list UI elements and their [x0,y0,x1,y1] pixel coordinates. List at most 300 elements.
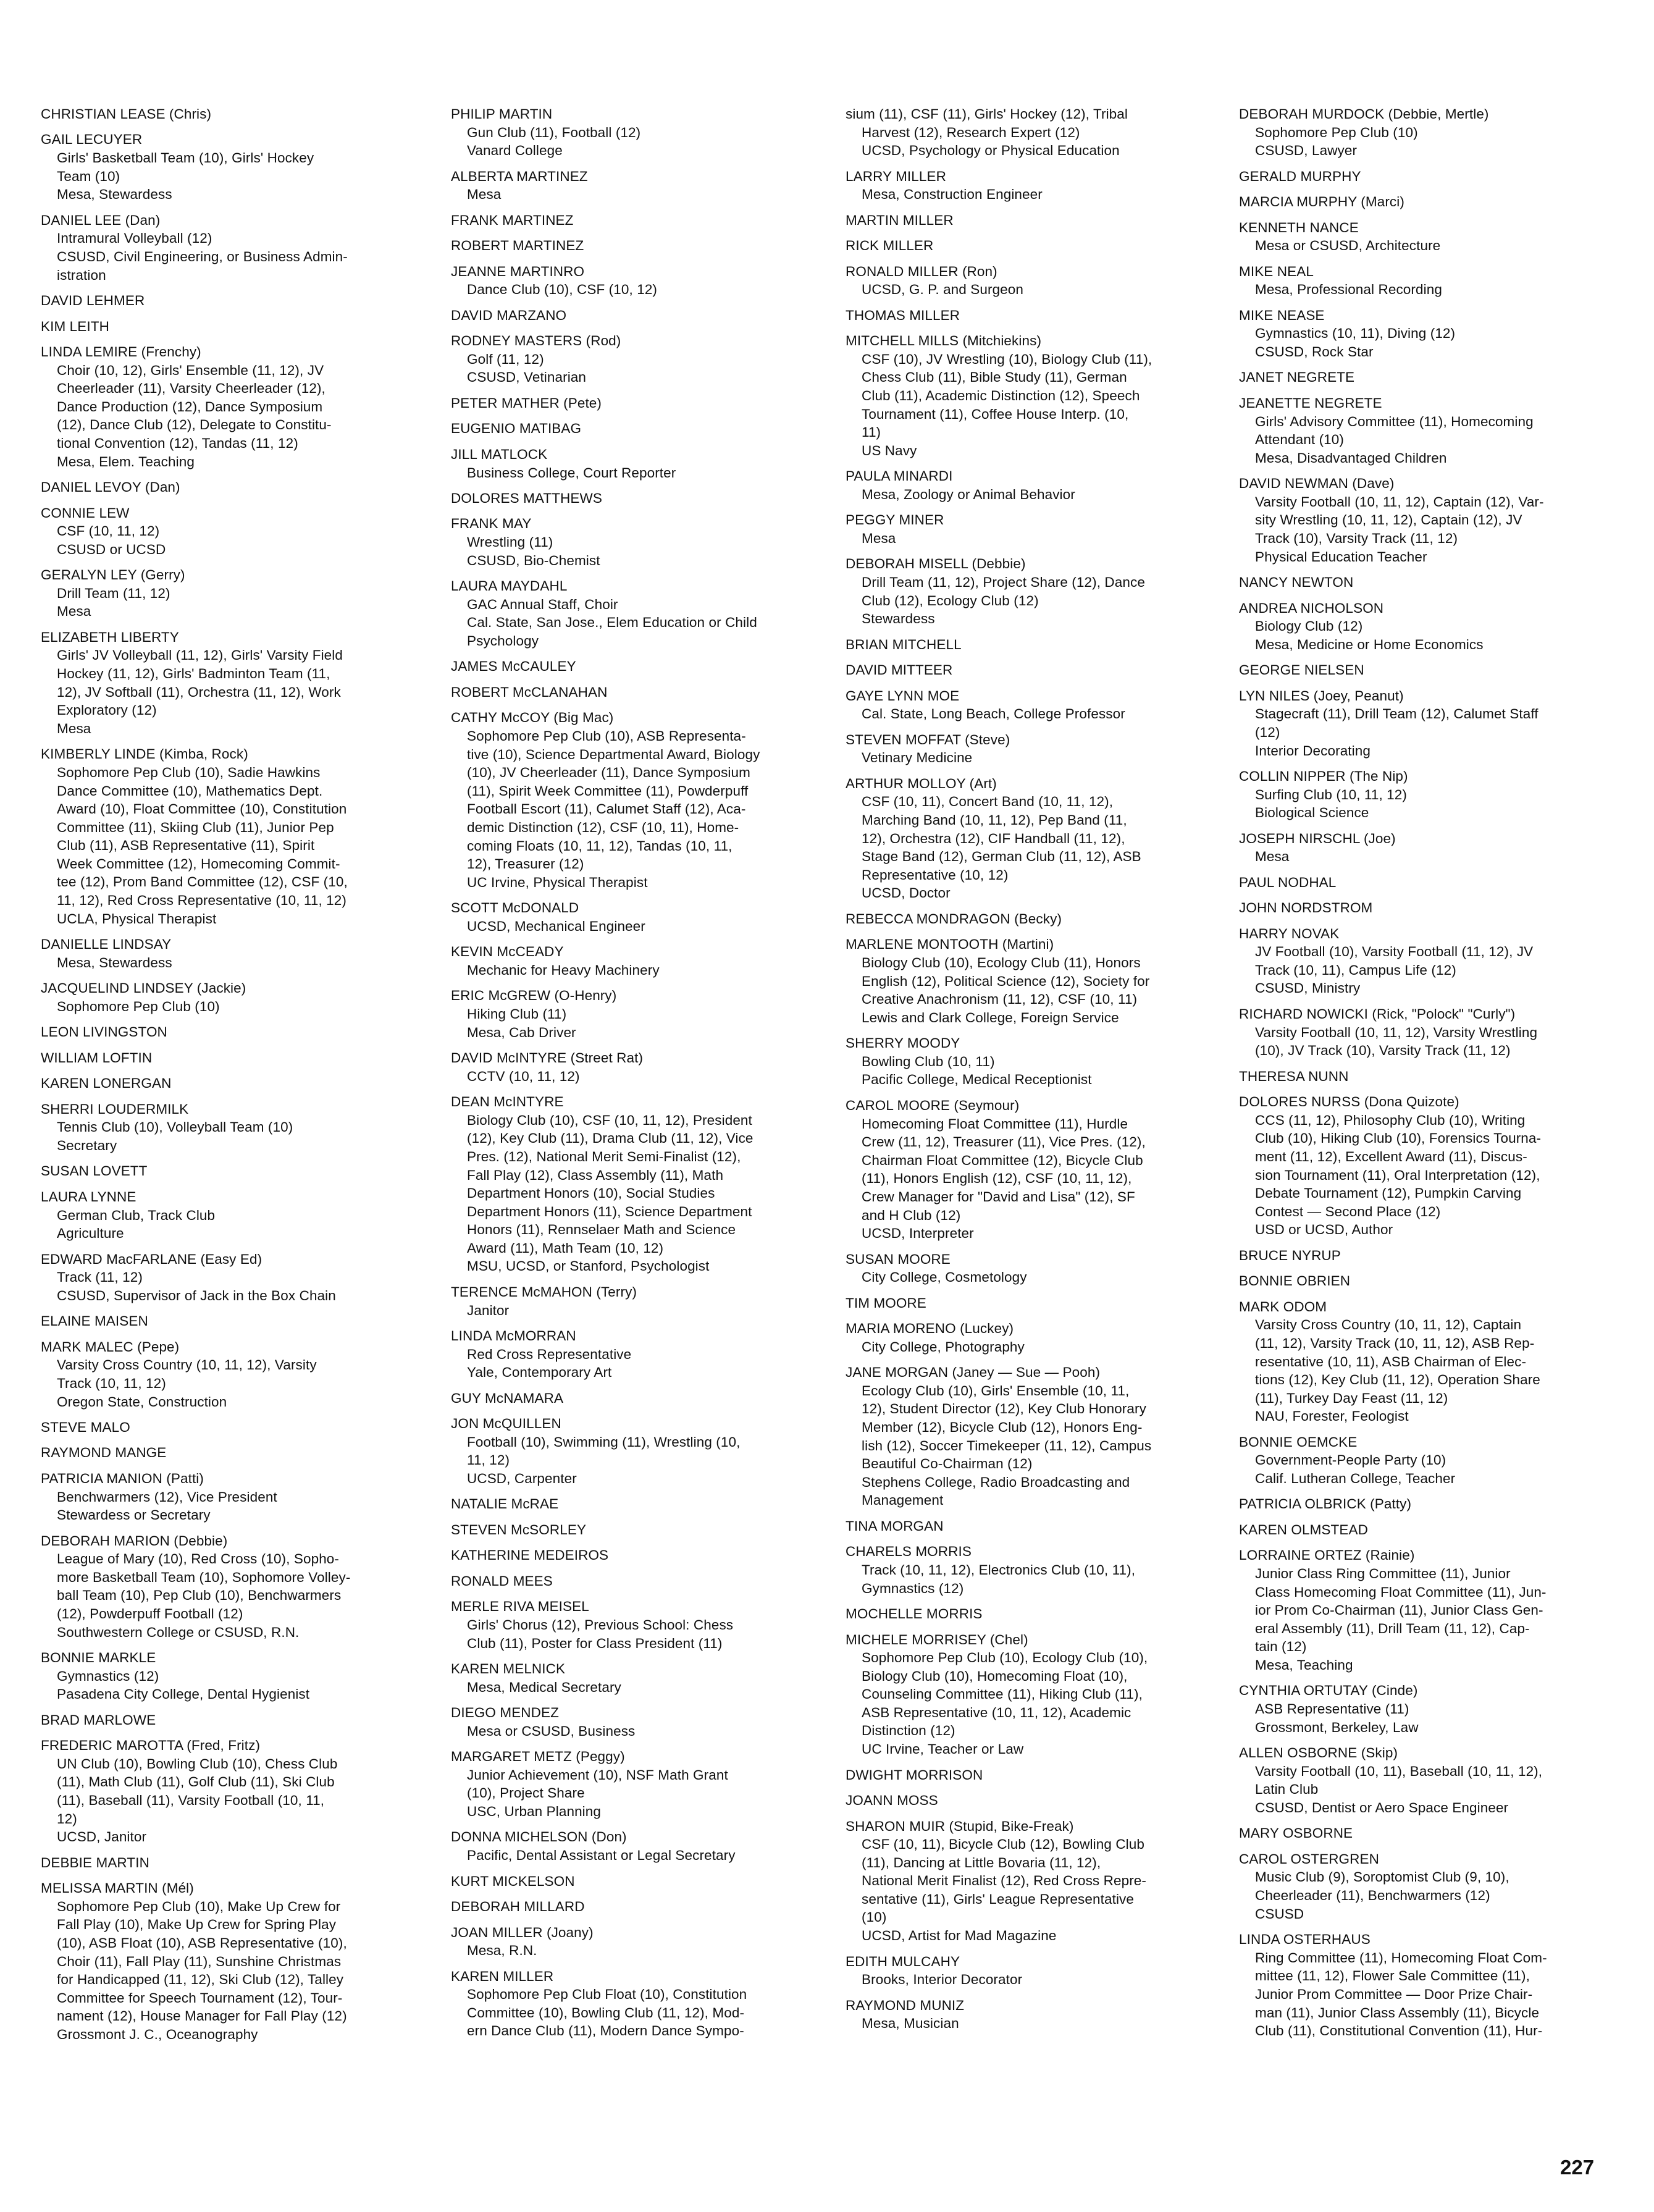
activity-line: CSUSD [1255,1906,1304,1922]
activity-line: Brooks, Interior Decorator [862,1972,1023,1988]
senior-entry [1239,105,1619,160]
activity-line: JV Football (10), Varsity Football (11, 12), JV [1255,944,1534,960]
activity-line: Wrestling (11) [467,534,553,550]
senior-entry [41,1649,421,1704]
activity-line: Varsity Football (10, 11), Baseball (10, 11, 12), [1255,1763,1543,1779]
senior-entry [451,1415,831,1487]
senior-entry [846,511,1225,547]
senior-activities [846,486,1225,504]
activity-line: Junior Prom Committee — Door Prize Chair- [1255,1986,1533,2002]
senior-activities [846,350,1225,460]
senior-entry [846,1791,1225,1810]
senior-name: SUSAN MOORE [846,1251,951,1267]
senior-activities [41,1550,421,1641]
senior-directory-column-2 [451,105,831,2048]
activity-line: Track (10, 11), Campus Life (12) [1255,962,1456,978]
senior-entry [41,1023,421,1041]
senior-name: LEON LIVINGSTON [41,1024,167,1040]
senior-entry [41,1854,421,1872]
activity-line: Music Club (9), Soroptomist Club (9, 10), [1255,1869,1509,1885]
senior-entry [451,1546,831,1565]
senior-name: ROBERT MARTINEZ [451,238,584,254]
senior-activities [846,2014,1225,2033]
senior-entry [451,211,831,230]
senior-entry [451,306,831,325]
activity-line: Mesa, Cab Driver [467,1024,576,1040]
activity-line: Hiking Club (11) [467,1006,567,1022]
senior-name: JANET NEGRETE [1239,369,1355,385]
senior-entry [41,1470,421,1524]
senior-name: KURT MICKELSON [451,1873,575,1889]
senior-name: PATRICIA OLBRICK (Patty) [1239,1496,1412,1512]
activity-line: Mesa, Medicine or Home Economics [1255,636,1484,652]
activity-line: Club (11), Poster for Class President (11) [467,1635,723,1651]
activity-line: Pacific College, Medical Receptionist [862,1072,1092,1088]
activity-line: Government-People Party (10) [1255,1452,1446,1468]
senior-name: MELISSA MARTIN (Mél) [41,1880,194,1896]
activity-line: UCSD, Doctor [862,885,951,901]
activity-line: Representative (10, 12) [862,867,1009,883]
senior-name: sium (11), CSF (11), Girls' Hockey (12), Tribal [846,106,1128,122]
activity-line: Mesa or CSUSD, Architecture [1255,238,1441,254]
senior-activities [846,1835,1225,1945]
activity-line: CSUSD, Dentist or Aero Space Engineer [1255,1799,1509,1815]
senior-name: KIMBERLY LINDE (Kimba, Rock) [41,746,248,762]
activity-line: Marching Band (10, 11, 12), Pep Band (11, [862,812,1127,828]
senior-entry [1239,1850,1619,1923]
activity-line: Week Committee (12), Homecoming Commit- [57,856,340,872]
activity-line: CSUSD, Vetinarian [467,369,587,385]
senior-entry [41,1100,421,1155]
activity-line: Mesa [862,531,896,546]
activity-line: Vanard College [467,143,563,159]
activity-line: sity Wrestling (10, 11, 12), Captain (12), JV [1255,512,1522,528]
page-number: 227 [1560,2156,1595,2179]
senior-name: MARIA MORENO (Luckey) [846,1321,1014,1337]
senior-name: GAIL LECUYER [41,132,143,148]
senior-entry [846,636,1225,654]
senior-entry [1239,1744,1619,1817]
senior-entry [1239,1067,1619,1086]
senior-name: DAVID MITTEER [846,662,953,678]
senior-entry [846,1250,1225,1287]
activity-line: 12), Orchestra (12), CIF Handball (11, 12), [862,830,1125,846]
senior-entry [41,1074,421,1093]
senior-entry [41,318,421,336]
activity-line: USC, Urban Planning [467,1804,602,1819]
activity-line: Mesa, Musician [862,2016,959,2032]
senior-activities [451,464,831,482]
activity-line: man (11), Junior Class Assembly (11), Bicycle [1255,2004,1540,2021]
activity-line: USD or UCSD, Author [1255,1222,1393,1238]
activity-line: NAU, Forester, Feologist [1255,1408,1409,1424]
activity-line: Club (12), Ecology Club (12) [862,592,1039,608]
senior-name: NANCY NEWTON [1239,574,1354,591]
senior-name: KATHERINE MEDEIROS [451,1547,609,1563]
senior-entry [1239,661,1619,679]
activity-line: tional Convention (12), Tandas (11, 12) [57,435,298,451]
activity-line: (10), Project Share [467,1785,585,1801]
activity-line: Tournament (11), Coffee House Interp. (10, [862,406,1129,422]
senior-entry [1239,767,1619,822]
senior-entry [1239,1546,1619,1674]
activity-line: Track (11, 12) [57,1269,143,1285]
senior-name: DOLORES MATTHEWS [451,490,602,506]
activity-line: 12), JV Softball (11), Orchestra (11, 12), Work [57,684,341,700]
senior-name: NATALIE McRAE [451,1496,559,1512]
activity-line: Mesa, Teaching [1255,1657,1353,1673]
senior-entry [1239,368,1619,387]
senior-name: LINDA LEMIRE (Frenchy) [41,343,201,360]
senior-name: CONNIE LEW [41,505,130,521]
senior-name: LORRAINE ORTEZ (Rainie) [1239,1547,1415,1563]
senior-entry [846,1817,1225,1945]
senior-entry [1239,1495,1619,1513]
senior-name: MARTIN MILLER [846,212,954,228]
activity-line: Mesa, Zoology or Animal Behavior [862,486,1075,502]
activity-line: Vetinary Medicine [862,750,973,766]
activity-line: eral Assembly (11), Drill Team (11, 12), Cap- [1255,1620,1530,1636]
senior-activities [1239,617,1619,654]
senior-name: PEGGY MINER [846,512,944,528]
activity-line: Cal. State, San Jose., Elem Education or Child [467,615,757,631]
activity-line: US Navy [862,442,917,458]
activity-line: Mesa, Medical Secretary [467,1679,621,1695]
activity-line: ball Team (10), Pep Club (10), Benchwarmers [57,1588,342,1604]
senior-name: KAREN LONERGAN [41,1075,172,1091]
senior-entry [451,943,831,979]
activity-line: Attendant (10) [1255,432,1344,448]
activity-line: sentative (11), Girls' League Representative [862,1891,1135,1907]
senior-name: COLLIN NIPPER (The Nip) [1239,768,1408,784]
senior-activities [41,229,421,284]
activity-line: GAC Annual Staff, Choir [467,596,618,612]
senior-entry [41,1736,421,1846]
senior-entry [1239,899,1619,917]
activity-line: Yale, Contemporary Art [467,1365,612,1381]
senior-activities [1239,493,1619,566]
senior-entry [1239,1521,1619,1539]
senior-activities [451,1067,831,1086]
senior-name: LAURA LYNNE [41,1188,136,1205]
activity-line: Cal. State, Long Beach, College Professor [862,706,1125,722]
senior-activities [846,1382,1225,1510]
activity-line: ern Dance Club (11), Modern Dance Sympo- [467,2023,744,2039]
senior-name: CHRISTIAN LEASE (Chris) [41,106,212,122]
activity-line: Grossmont J. C., Oceanography [57,2026,258,2042]
senior-activities [41,1206,421,1243]
senior-name: MARK MALEC (Pepe) [41,1339,180,1355]
activity-line: ment (11, 12), Excellent Award (11), Discus- [1255,1148,1527,1164]
activity-line: Girls' Advisory Committee (11), Homecoming [1255,413,1534,429]
senior-name: SCOTT McDONALD [451,900,579,916]
activity-line: Football (10), Swimming (11), Wrestling (10, [467,1434,741,1450]
senior-name: MITCHELL MILLS (Mitchiekins) [846,333,1042,349]
senior-name: CAROL MOORE (Seymour) [846,1097,1020,1113]
senior-entry [846,1319,1225,1356]
activity-line: Red Cross Representative [467,1346,632,1362]
senior-activities [451,1722,831,1741]
activity-line: (12), Key Club (11), Drama Club (11, 12), Vice [467,1130,754,1146]
activity-line: Stewardess [862,611,935,627]
senior-name: JACQUELIND LINDSEY (Jackie) [41,980,246,996]
senior-entry [451,1049,831,1085]
activity-line: 12), Student Director (12), Key Club Honorary [862,1401,1146,1417]
senior-activities [846,954,1225,1027]
activity-line: UN Club (10), Bowling Club (10), Chess Club [57,1756,338,1772]
senior-name: MIKE NEASE [1239,307,1325,323]
activity-line: Crew (11, 12), Treasurer (11), Vice Pres. (12), [862,1134,1146,1150]
activity-line: Debate Tournament (12), Pumpkin Carving [1255,1185,1522,1201]
activity-line: UC Irvine, Physical Therapist [467,874,648,890]
senior-entry [1239,306,1619,361]
activity-line: Gymnastics (10, 11), Diving (12) [1255,326,1456,342]
senior-entry [41,1312,421,1331]
senior-entry [1239,1093,1619,1239]
senior-name: JOSEPH NIRSCHL (Joe) [1239,830,1396,846]
activity-line: Biology Club (10), Homecoming Float (10), [862,1668,1128,1684]
activity-line: Track (10, 11, 12), Electronics Club (10, 11), [862,1562,1136,1578]
senior-name: MOCHELLE MORRIS [846,1606,983,1622]
senior-entry [41,130,421,203]
senior-activities [1239,1868,1619,1923]
senior-entry [846,105,1225,160]
activity-line: Mesa [57,720,91,736]
senior-activities [846,1561,1225,1597]
activity-line: Mesa [57,603,91,620]
senior-activities [1239,1111,1619,1239]
senior-entry [451,1389,831,1408]
activity-line: Stagecraft (11), Drill Team (12), Calumet Staff [1255,706,1539,722]
senior-name: KAREN MILLER [451,1968,554,1984]
activity-line: tee (12), Prom Band Committee (12), CSF (10, [57,874,348,890]
senior-activities [451,1005,831,1041]
senior-entry [41,979,421,1016]
senior-entry [846,237,1225,255]
activity-line: Dance Club (10), CSF (10, 12) [467,282,658,298]
senior-entry [41,1444,421,1462]
senior-name: PHILIP MARTIN [451,106,553,122]
senior-entry [41,343,421,471]
senior-name: JEANETTE NEGRETE [1239,395,1382,411]
activity-line: coming Floats (10, 11, 12), Tandas (10, 11, [467,838,733,854]
activity-line: istration [57,267,106,283]
senior-name: ELAINE MAISEN [41,1313,148,1329]
senior-entry [846,467,1225,503]
activity-line: 12) [57,1810,77,1827]
activity-line: Grossmont, Berkeley, Law [1255,1719,1419,1735]
activity-line: Committee (10), Bowling Club (11, 12), Mod- [467,2004,745,2021]
senior-entry [41,1879,421,2043]
activity-line: Honors (11), Rennselaer Math and Science [467,1222,736,1238]
senior-entry [1239,394,1619,467]
senior-entry [451,1747,831,1820]
senior-name: LINDA OSTERHAUS [1239,1932,1371,1948]
senior-name: DOLORES NURSS (Dona Quizote) [1239,1094,1459,1110]
senior-name: CYNTHIA ORTUTAY (Cinde) [1239,1683,1418,1699]
activity-line: (11, 12), Varsity Track (10, 11, 12), ASB Rep- [1255,1335,1535,1351]
senior-entry [41,1250,421,1305]
senior-activities [41,954,421,972]
senior-activities [451,595,831,650]
activity-line: Agriculture [57,1226,124,1242]
activity-line: resentative (10, 11), ASB Chairman of Elec- [1255,1353,1527,1369]
activity-line: 11, 12) [467,1452,510,1468]
senior-name: TIM MOORE [846,1295,926,1311]
senior-activities [846,573,1225,628]
senior-activities [451,1766,831,1821]
senior-entry [846,263,1225,299]
activity-line: demic Distinction (12), CSF (10, 11), Home- [467,819,739,835]
activity-line: Girls' Basketball Team (10), Girls' Hockey [57,150,314,166]
activity-line: City College, Photography [862,1339,1025,1355]
activity-line: Class Homecoming Float Committee (11), Jun- [1255,1584,1547,1600]
senior-name: GUY McNAMARA [451,1390,564,1406]
senior-entry [1239,193,1619,211]
activity-line: Mesa, Elem. Teaching [57,453,195,469]
senior-entry [451,1495,831,1513]
senior-name: RICK MILLER [846,238,934,254]
senior-entry [41,1338,421,1411]
activity-line: CSUSD, Lawyer [1255,143,1358,159]
activity-line: CSUSD, Supervisor of Jack in the Box Chain [57,1287,336,1303]
senior-activities [41,998,421,1016]
activity-line: Harvest (12), Research Expert (12) [862,124,1080,140]
activity-line: Biology Club (10), CSF (10, 11, 12), President [467,1112,752,1128]
activity-line: Drill Team (11, 12) [57,585,170,601]
activity-line: Track (10, 11, 12) [57,1375,166,1391]
activity-line: Mesa, Construction Engineer [862,187,1043,203]
senior-entry [1239,1298,1619,1426]
senior-entry [846,306,1225,325]
senior-name: KIM LEITH [41,318,109,334]
activity-line: (11), Honors English (12), CSF (10, 11, 12), [862,1171,1132,1187]
senior-entry [1239,925,1619,998]
senior-entry [451,515,831,570]
activity-line: Golf (11, 12) [467,351,544,367]
senior-entry [451,419,831,438]
senior-name: MARK ODOM [1239,1298,1327,1314]
senior-activities [451,350,831,387]
activity-line: Department Honors (11), Science Department [467,1203,752,1219]
senior-entry [846,1034,1225,1089]
senior-activities [846,529,1225,548]
senior-name: JEANNE MARTINRO [451,263,585,279]
senior-entry [451,1898,831,1916]
senior-name: KEVIN McCEADY [451,944,564,960]
activity-line: Varsity Football (10, 11, 12), Varsity Wrestling [1255,1024,1538,1040]
activity-line: Track (10), Varsity Track (11, 12) [1255,531,1458,546]
activity-line: Mesa, Stewardess [57,187,172,203]
activity-line: Benchwarmers (12), Vice President [57,1489,277,1505]
activity-line: CSUSD, Civil Engineering, or Business Admin- [57,248,348,264]
activity-line: Intramural Volleyball (12) [57,230,212,246]
activity-line: UCSD, Mechanical Engineer [467,918,645,934]
senior-activities [846,124,1225,160]
activity-line: Girls' JV Volleyball (11, 12), Girls' Varsity Field [57,647,343,663]
senior-name: DAVID LEHMER [41,293,145,309]
senior-name: BONNIE MARKLE [41,1650,156,1666]
senior-activities [1239,124,1619,160]
senior-activities [41,763,421,928]
activity-line: Committee for Speech Tournament (12), Tour- [57,1990,343,2006]
activity-line: Crew Manager for "David and Lisa" (12), SF [862,1188,1135,1205]
senior-activities [1239,1024,1619,1060]
senior-activities [451,1941,831,1960]
senior-entry [41,1532,421,1642]
senior-entry [846,1096,1225,1243]
activity-line: 11) [862,424,881,440]
senior-name: MARCIA MURPHY (Marci) [1239,194,1404,210]
activity-line: Varsity Football (10, 11, 12), Captain (12), Var- [1255,494,1544,510]
activity-line: UC Irvine, Teacher or Law [862,1741,1024,1757]
activity-line: Club (11), Academic Distinction (12), Speech [862,388,1140,404]
activity-line: Dance Committee (10), Mathematics Dept. [57,783,323,799]
activity-line: UCLA, Physical Therapist [57,910,217,927]
senior-entry [1239,1272,1619,1290]
senior-activities [846,1970,1225,1989]
activity-line: Stephens College, Radio Broadcasting and [862,1474,1130,1490]
activity-line: Southwestern College or CSUSD, R.N. [57,1624,300,1640]
senior-activities [451,1345,831,1382]
activity-line: CSF (10, 11), Bicycle Club (12), Bowling Club [862,1836,1145,1852]
senior-activities [41,1667,421,1704]
activity-line: and H Club (12) [862,1207,961,1223]
activity-line: Distinction (12) [862,1723,955,1739]
senior-directory-column-3 [846,105,1225,2040]
activity-line: Football Escort (11), Calumet Staff (12), Aca- [467,801,746,817]
senior-entry [846,1363,1225,1510]
senior-activities [41,1268,421,1305]
activity-line: (10), JV Track (10), Varsity Track (11, 12) [1255,1043,1511,1059]
activity-line: (12), Powderpuff Football (12) [57,1606,243,1622]
activity-line: Counseling Committee (11), Hiking Club (11), [862,1686,1143,1702]
senior-activities [846,1053,1225,1089]
senior-entry [846,731,1225,767]
activity-line: Tennis Club (10), Volleyball Team (10) [57,1119,293,1135]
senior-name: THERESA NUNN [1239,1068,1349,1084]
senior-name: RONALD MILLER (Ron) [846,263,997,279]
senior-entry [846,935,1225,1027]
senior-activities [451,961,831,980]
senior-name: DAVID McINTYRE (Street Rat) [451,1050,644,1066]
activity-line: CCTV (10, 11, 12) [467,1068,580,1084]
activity-line: CSF (10, 11), Concert Band (10, 11, 12), [862,794,1114,810]
activity-line: Pres. (12), National Merit Semi-Finalist (12), [467,1148,741,1164]
activity-line: Hockey (11, 12), Girls' Badminton Team (11, [57,666,330,682]
senior-entry [451,683,831,702]
senior-name: DIEGO MENDEZ [451,1705,559,1721]
senior-name: LAURA MAYDAHL [451,578,568,594]
activity-line: Biology Club (12) [1255,618,1363,634]
activity-line: Mesa, Professional Recording [1255,282,1442,298]
senior-entry [451,445,831,482]
senior-entry [846,1294,1225,1313]
senior-name: DEAN McINTYRE [451,1094,564,1110]
activity-line: Dance Production (12), Dance Symposium [57,398,323,414]
senior-name: TERENCE McMAHON (Terry) [451,1284,637,1300]
senior-activities [41,361,421,471]
activity-line: Fall Play (10), Make Up Crew for Spring Play [57,1917,337,1933]
activity-line: Interior Decorating [1255,742,1371,759]
senior-entry [41,211,421,284]
senior-entry [451,332,831,387]
activity-line: Secretary [57,1137,117,1153]
senior-activities [451,280,831,299]
senior-activities [41,1356,421,1411]
activity-line: CCS (11, 12), Philosophy Club (10), Writing [1255,1112,1526,1128]
senior-entry [846,661,1225,679]
